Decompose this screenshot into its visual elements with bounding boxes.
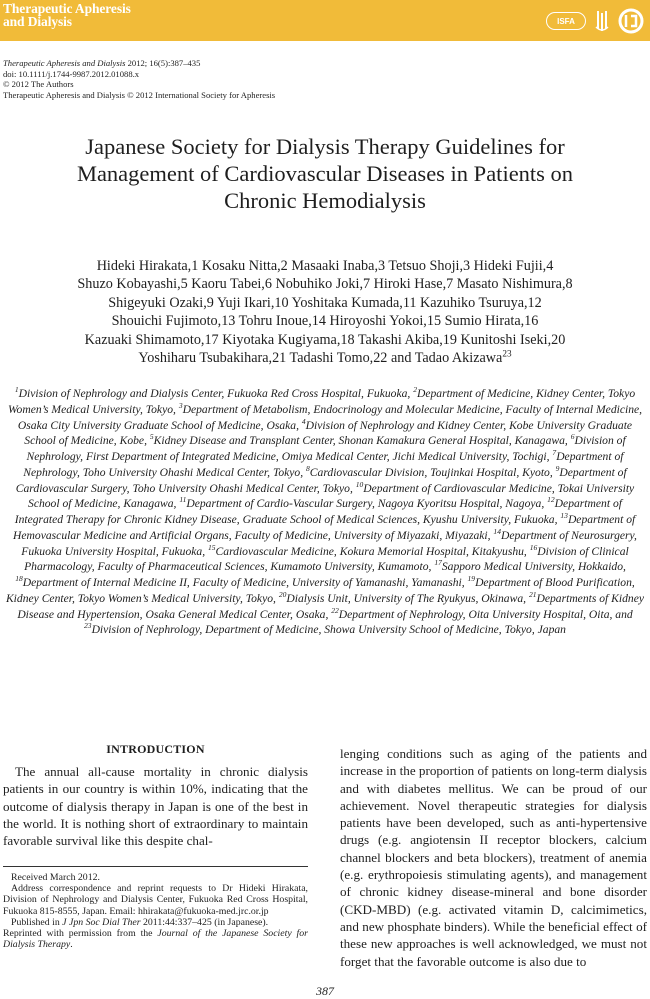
intro-heading: INTRODUCTION: [106, 742, 205, 756]
author-line: Shigeyuki Ozaki,9 Yuji Ikari,10 Yoshitaka Kumada,11 Kazuhiko Tsuruya,12: [108, 294, 542, 311]
doi-line: doi: 10.1111/j.1744-9987.2012.01088.x: [3, 68, 140, 79]
article-title: [20, 133, 630, 214]
reprint-end: .: [70, 939, 73, 951]
apheresis-society-icon: [594, 9, 610, 33]
author-line: Yoshiharu Tsubakihara,21 Tadashi Tomo,22 and Tadao Akizawa$^{23}$: [138, 348, 512, 367]
journal-banner: [0, 0, 650, 41]
copyright-society: Therapeutic Apheresis and Dialysis © 2012 International Society for Apheresis: [3, 90, 276, 101]
copyright-authors: © 2012 The Authors: [3, 79, 74, 90]
title-line: Chronic Hemodialysis: [224, 188, 426, 213]
affiliations: $^1$Division of Nephrology and Dialysis Center, Fukuoka Red Cross Hospital, Fukuoka, $^2$Department of Medicine, Kidney Center, Tokyo Women’s Medical University, Tokyo, $^3$Department of Metabolism, Endocrinology and Molecular Medicine, Faculty of Internal Medicine, Osaka City University Graduate School of Medicine, Osaka, $^4$Division of Nephrology and Kidney Center, Kobe University Graduate School of Medicine, Kobe, $^5$Kidney Disease and Transplant Center, Shonan Kamakura General Hospital, Kanagawa, $^6$Division of Nephrology, First Department of Integrated Medicine, Omiya Medical Center, Jichi Medical University, Tochigi, $^7$Department of Nephrology, Toho University Ohashi Medical Center, Tokyo, $^8$Cardiovascular Division, Toujinkai Hospital, Kyoto, $^9$Department of Cardiovascular Surgery, Toho University Ohashi Medical Center, Tokyo, $^{10}$Department of Cardiovascular Medicine, Tokai University School of Medicine, Kanagawa, $^{11}$Department of Cardio-Vascular Surgery, Nagoya Kyoritsu Hospital, Nagoya, $^{12}$Department of Integrated Therapy for Chronic Kidney Disease, Graduate School of Medical Sciences, Kyushu University, Fukuoka, $^{13}$Department of Hemovascular Medicine and Artificial Organs, Faculty of Medicine, University of Miyazaki, Miyazaki, $^{14}$Department of Neurosurgery, Fukuoka University Hospital, Fukuoka, $^{15}$Cardiovascular Medicine, Kokura Memorial Hospital, Kitakyushu, $^{16}$Division of Clinical Pharmacology, Faculty of Pharmaceutical Sciences, Kumamoto University, Kumamoto, $^{17}$Sapporo Medical University, Hokkaido, $^{18}$Department of Internal Medicine II, Faculty of Medicine, University of Yamanashi, Yamanashi, $^{19}$Department of Blood Purification, Kidney Center, Tokyo Women’s Medical University, Tokyo, $^{20}$Dialysis Unit, University of The Ryukyus, Okinawa, $^{21}$Departments of Kidney Disease and Hypertension, Osaka General Medical Center, Osaka, $^{22}$Department of Nephrology, Oita University Hospital, Oita, and $^{23}$Division of Nephrology, Department of Medicine, Showa University School of Medicine, Tokyo, Japan: [5, 385, 645, 637]
page-number: 387: [316, 984, 334, 998]
published-journal: J Jpn Soc Dial Ther: [62, 916, 141, 928]
author-line: Hideki Hirakata,1 Kosaku Nitta,2 Masaaki Inaba,3 Tetsuo Shoji,3 Hideki Fujii,4: [96, 258, 554, 274]
isfa-logo: ISFA: [546, 12, 586, 30]
title-line: Japanese Society for Dialysis Therapy Guidelines for: [85, 134, 565, 159]
citation-journal: Therapeutic Apheresis and Dialysis: [3, 58, 126, 68]
received-note: Received March 2012.: [11, 872, 100, 883]
author-list: [10, 257, 640, 367]
reprint-prefix: Reprinted with permission from the: [3, 928, 158, 940]
published-note: [3, 917, 308, 928]
jsdt-logo-icon: [618, 8, 644, 34]
journal-logo-line2: and Dialysis: [3, 13, 72, 29]
footnote-divider: [3, 866, 308, 867]
published-rest: 2011:44:337–425 (in Japanese).: [140, 916, 269, 928]
intro-paragraph: The annual all-cause mortality in chronic dialysis patients in our country is within 10%, indicating that the outcome of dialysis therapy in Japan is one of the best in the world. It is nothing short of extraordinary to maintain favorable survival like this despite chal-: [3, 764, 308, 849]
society-logos: [546, 6, 644, 36]
author-line: Shouichi Fujimoto,13 Tohru Inoue,14 Hiroyoshi Yokoi,15 Sumio Hirata,16: [111, 313, 539, 330]
journal-logo: [3, 3, 131, 28]
reprint-note: [3, 928, 308, 950]
published-prefix: Published in: [11, 916, 63, 928]
title-line: Management of Cardiovascular Diseases in Patients on: [76, 161, 574, 186]
journal-logo-line1: Therapeutic Apheresis: [3, 1, 131, 16]
citation-line: [3, 58, 275, 69]
intro-right-column: lenging conditions such as aging of the patients and increase in the proportion of patients on long-term dialysis and with diabetes mellitus. We can be proud of our achievement. Novel therapeutic strategies for dialysis patients have been developed, such as anti-hypertensive drugs (e.g. angiotensin II receptor blockers, calcium channel blockers and beta blockers), treatment of anemia (e.g. erythropoiesis stimulating agents), and management of chronic kidney disease-mineral and bone disorder (CKD-MBD) (e.g. activated vitamin D, calcimimetics, and new phosphate binders). While the beneficial effect of these new approaches is well acknowledged, we must not forget that the favorable outcome is also due to: [340, 746, 647, 969]
intro-left-column: [3, 742, 308, 849]
citation-details: 2012; 16(5):387–435: [125, 58, 201, 68]
publication-meta: [3, 58, 275, 101]
reprint-journal: Journal of the Japanese Society for Dialysis Therapy: [3, 928, 308, 951]
author-line: Shuzo Kobayashi,5 Kaoru Tabei,6 Nobuhiko Joki,7 Hiroki Hase,7 Masato Nishimura,8: [77, 276, 573, 293]
author-line: Kazuaki Shimamoto,17 Kiyotaka Kugiyama,18 Takashi Akiba,19 Kunitoshi Iseki,20: [84, 331, 566, 348]
footnotes: [3, 872, 308, 950]
address-note: Address correspondence and reprint requests to Dr Hideki Hirakata, Division of Nephrology and Dialysis Center, Fukuoka Red Cross Hospital, Fukuoka 815-8555, Japan. Email: hhirakata@fukuoka-med.jrc.or.jp: [3, 883, 308, 917]
